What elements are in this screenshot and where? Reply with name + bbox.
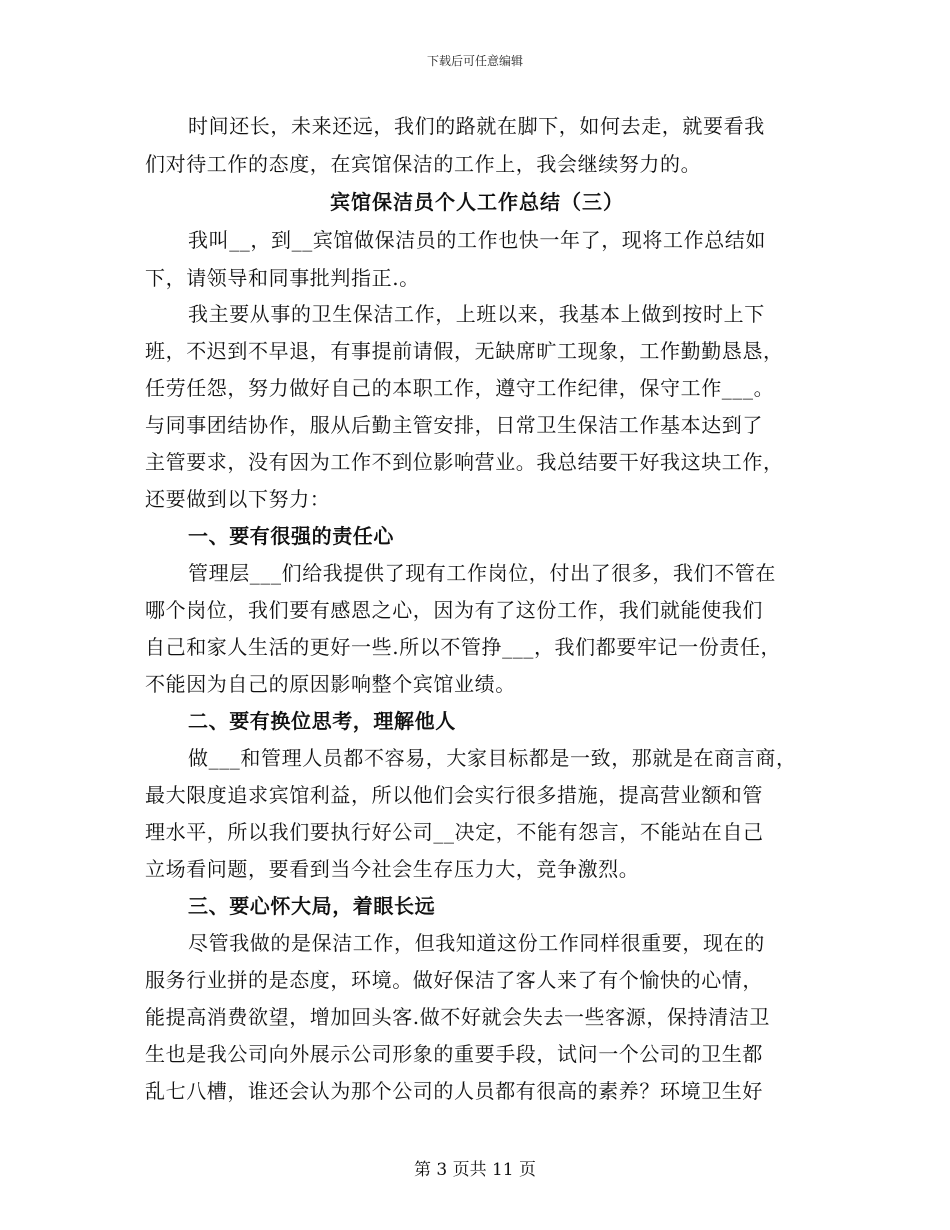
body-line: 班，不迟到不早退，有事提前请假，无缺席旷工现象，工作勤勤恳恳， bbox=[145, 339, 784, 363]
body-line: 我主要从事的卫生保洁工作，上班以来，我基本上做到按时上下 bbox=[188, 302, 765, 326]
body-line: 任劳任怨，努力做好自己的本职工作，遵守工作纪律，保守工作___。 bbox=[145, 376, 775, 400]
body-line: 乱七八槽，谁还会认为那个公司的人员都有很高的素养？环境卫生好 bbox=[145, 1079, 763, 1103]
body-line: 时间还长，未来还远，我们的路就在脚下，如何去走，就要看我 bbox=[188, 114, 765, 138]
body-line: 与同事团结协作，服从后勤主管安排，日常卫生保洁工作基本达到了 bbox=[145, 413, 763, 437]
body-line: 不能因为自己的原因影响整个宾馆业绩。 bbox=[145, 672, 516, 696]
subheading: 一、要有很强的责任心 bbox=[188, 524, 394, 548]
body-line: 做___和管理人员都不容易，大家目标都是一致，那就是在商言商， bbox=[188, 746, 797, 770]
body-line: 立场看问题，要看到当今社会生存压力大，竞争激烈。 bbox=[145, 857, 640, 881]
section-title: 宾馆保洁员个人工作总结（三） bbox=[330, 190, 624, 214]
body-line: 尽管我做的是保洁工作，但我知道这份工作同样很重要，现在的 bbox=[188, 931, 765, 955]
body-line: 我叫__，到__宾馆做保洁员的工作也快一年了，现将工作总结如 bbox=[188, 228, 766, 252]
body-line: 服务行业拼的是态度，环境。做好保洁了客人来了有个愉快的心情， bbox=[145, 968, 763, 992]
body-line: 主管要求，没有因为工作不到位影响营业。我总结要干好我这块工作， bbox=[145, 450, 784, 474]
body-line: 能提高消费欲望，增加回头客.做不好就会失去一些客源，保持清洁卫 bbox=[145, 1005, 770, 1029]
body-line: 们对待工作的态度，在宾馆保洁的工作上，我会继续努力的。 bbox=[145, 152, 702, 176]
body-line: 哪个岗位，我们要有感恩之心，因为有了这份工作，我们就能使我们 bbox=[145, 598, 763, 622]
page-header: 下载后可任意编辑 bbox=[426, 54, 523, 68]
body-line: 理水平，所以我们要执行好公司__决定，不能有怨言，不能站在自己 bbox=[145, 820, 764, 844]
subheading: 二、要有换位思考，理解他人 bbox=[188, 709, 456, 733]
body-line: 管理层___们给我提供了现有工作岗位，付出了很多，我们不管在 bbox=[188, 561, 776, 585]
page-footer: 第 3 页共 11 页 bbox=[413, 1160, 537, 1180]
body-line: 下，请领导和同事批判指正.。 bbox=[145, 266, 420, 290]
body-line: 还要做到以下努力： bbox=[145, 487, 331, 511]
body-line: 最大限度追求宾馆利益，所以他们会实行很多措施，提高营业额和管 bbox=[145, 783, 763, 807]
body-line: 自己和家人生活的更好一些.所以不管挣___，我们都要牢记一份责任， bbox=[145, 635, 782, 659]
subheading: 三、要心怀大局，着眼长远 bbox=[188, 894, 436, 918]
body-line: 生也是我公司向外展示公司形象的重要手段，试问一个公司的卫生都 bbox=[145, 1042, 763, 1066]
